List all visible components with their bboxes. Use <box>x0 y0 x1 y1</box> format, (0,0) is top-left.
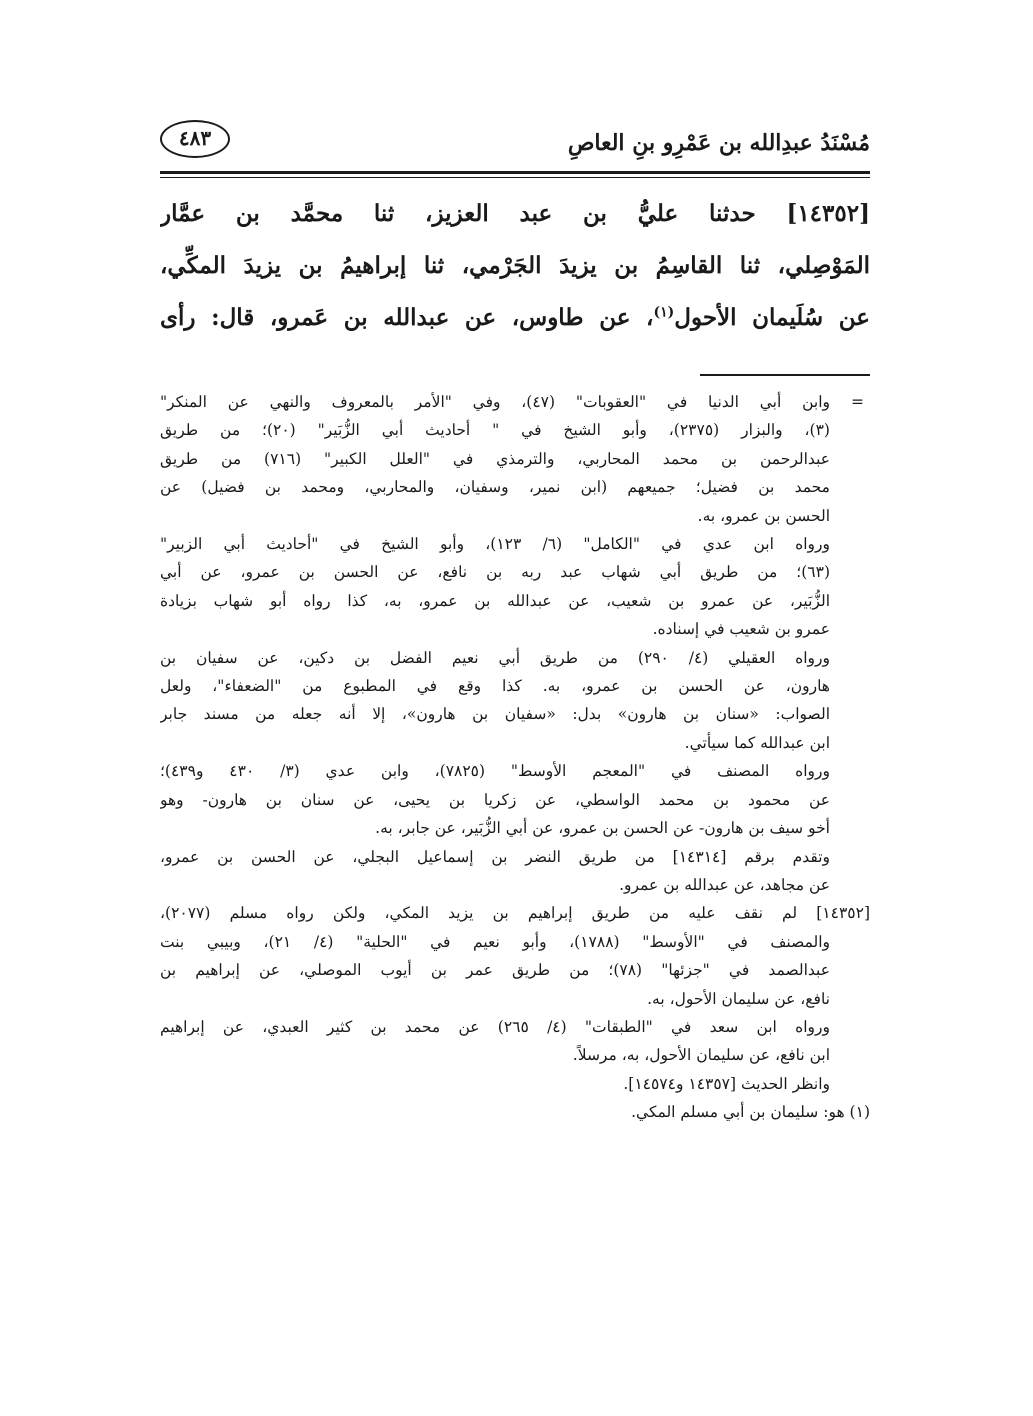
note-line: ورواه المصنف في "المعجم الأوسط" (٧٨٢٥)، وابن عدي (٣/ ٤٣٠ و٤٣٩)؛ <box>160 762 830 781</box>
note-line: هارون، عن الحسن بن عمرو، به. كذا وقع في المطبوع من "الضعفاء"، ولعل <box>160 677 830 696</box>
note-paragraph-hadith-14352 <box>160 899 870 1013</box>
page-number: ٤٨٣ <box>160 120 230 158</box>
running-title: مُسْنَدُ عبدِالله بن عَمْرِو بنِ العاصِ <box>567 130 870 156</box>
note-line: الحسن بن عمرو، به. <box>697 506 830 525</box>
note-paragraph <box>160 843 870 900</box>
note-line: ابن نافع، عن سليمان الأحول، به، مرسلاً. <box>572 1046 830 1065</box>
note-line: [١٤٣٥٢] لم نقف عليه من طريق إبراهيم بن يزيد المكي، ولكن رواه مسلم (٢٠٧٧)، <box>160 904 870 923</box>
note-line: (٣)، والبزار (٢٣٧٥)، وأبو الشيخ في " أحاديث أبي الزُّبَير" (٢٠)؛ من طريق <box>160 421 830 440</box>
note-line: (٦٣)؛ من طريق أبي شهاب عبد ربه بن نافع، عن الحسن بن عمرو، عن أبي <box>160 563 830 582</box>
note-paragraph <box>160 1070 870 1098</box>
hadith-line: المَوْصِلي، ثنا القاسِمُ بن يزيدَ الجَرْمي، ثنا إبراهيمُ بن يزيدَ المكِّي، <box>160 252 870 279</box>
note-line: عبدالصمد في "جزئها" (٧٨)؛ من طريق عمر بن أيوب الموصلي، عن إبراهيم بن <box>160 961 830 980</box>
note-paragraph <box>160 388 870 530</box>
note-paragraph <box>160 530 870 644</box>
note-line: ابن عبدالله كما سيأتي. <box>684 733 830 752</box>
note-line: عمرو بن شعيب في إسناده. <box>652 620 830 639</box>
note-paragraph <box>160 1013 870 1070</box>
footnotes <box>160 388 870 1127</box>
note-line: الصواب: «سنان بن هارون» بدل: «سفيان بن هارون»، إلا أنه جعله من مسند جابر <box>160 705 830 724</box>
note-line: محمد بن فضيل؛ جميعهم (ابن نمير، وسفيان، والمحاربي، ومحمد بن فضيل) عن <box>160 478 830 497</box>
continuation-mark: = <box>851 393 864 411</box>
hadith-line <box>160 292 870 344</box>
note-line: عن محمود بن محمد الواسطي، عن زكريا بن يحيى، عن سنان بن هارون- وهو <box>160 790 830 809</box>
note-line: عبدالرحمن بن محمد المحاربي، والترمذي في "العلل الكبير" (٧١٦) من طريق <box>160 449 830 468</box>
page-header <box>160 118 870 168</box>
note-line: والمصنف في "الأوسط" (١٧٨٨)، وأبو نعيم في "الحلية" (٤/ ٢١)، وبيبي بنت <box>160 932 830 951</box>
note-line: الزُّبَير، عن عمرو بن شعيب، عن عبدالله بن عمرو، به، كذا رواه أبو شهاب بزيادة <box>160 591 830 610</box>
note-line: عن مجاهد، عن عبدالله بن عمرو. <box>619 875 830 894</box>
note-line: نافع، عن سليمان الأحول، به. <box>647 989 830 1008</box>
hadith-line-part: عن سُلَيمان الأحول <box>674 304 870 331</box>
note-paragraph <box>160 757 870 842</box>
note-line: أخو سيف بن هارون- عن الحسن بن عمرو، عن أبي الزُّبَير، عن جابر، به. <box>375 819 830 838</box>
hadith-line: [١٤٣٥٢] حدثنا عليُّ بن عبد العزيز، ثنا محمَّد بن عمَّار <box>160 200 870 227</box>
hadith-text <box>160 188 870 344</box>
header-rule <box>160 171 870 174</box>
header-rule-thin <box>160 177 870 178</box>
note-line: ورواه العقيلي (٤/ ٢٩٠) من طريق أبي نعيم الفضل بن دكين، عن سفيان بن <box>160 648 830 667</box>
footnote-separator <box>700 374 870 376</box>
hadith-line-part: ، عن طاوس، عن عبدالله بن عَمرو، قال: رأى <box>160 304 654 331</box>
note-paragraph <box>160 644 870 758</box>
note-line: ورواه ابن عدي في "الكامل" (٦/ ١٢٣)، وأبو الشيخ في "أحاديث أبي الزبير" <box>160 535 830 554</box>
footnote-1 <box>160 1098 870 1126</box>
note-line: وانظر الحديث [١٤٣٥٧ و١٤٥٧٤]. <box>623 1074 830 1093</box>
footnote-text: (١) هو: سليمان بن أبي مسلم المكي. <box>631 1103 870 1122</box>
note-line: وابن أبي الدنيا في "العقوبات" (٤٧)، وفي "الأمر بالمعروف والنهي عن المنكر" <box>160 393 830 411</box>
note-line: وتقدم برقم [١٤٣١٤] من طريق النضر بن إسماعيل البجلي، عن الحسن بن عمرو، <box>160 847 830 866</box>
footnote-reference[interactable]: (١) <box>653 304 675 321</box>
note-line: ورواه ابن سعد في "الطبقات" (٤/ ٢٦٥) عن محمد بن كثير العبدي، عن إبراهيم <box>160 1017 830 1036</box>
